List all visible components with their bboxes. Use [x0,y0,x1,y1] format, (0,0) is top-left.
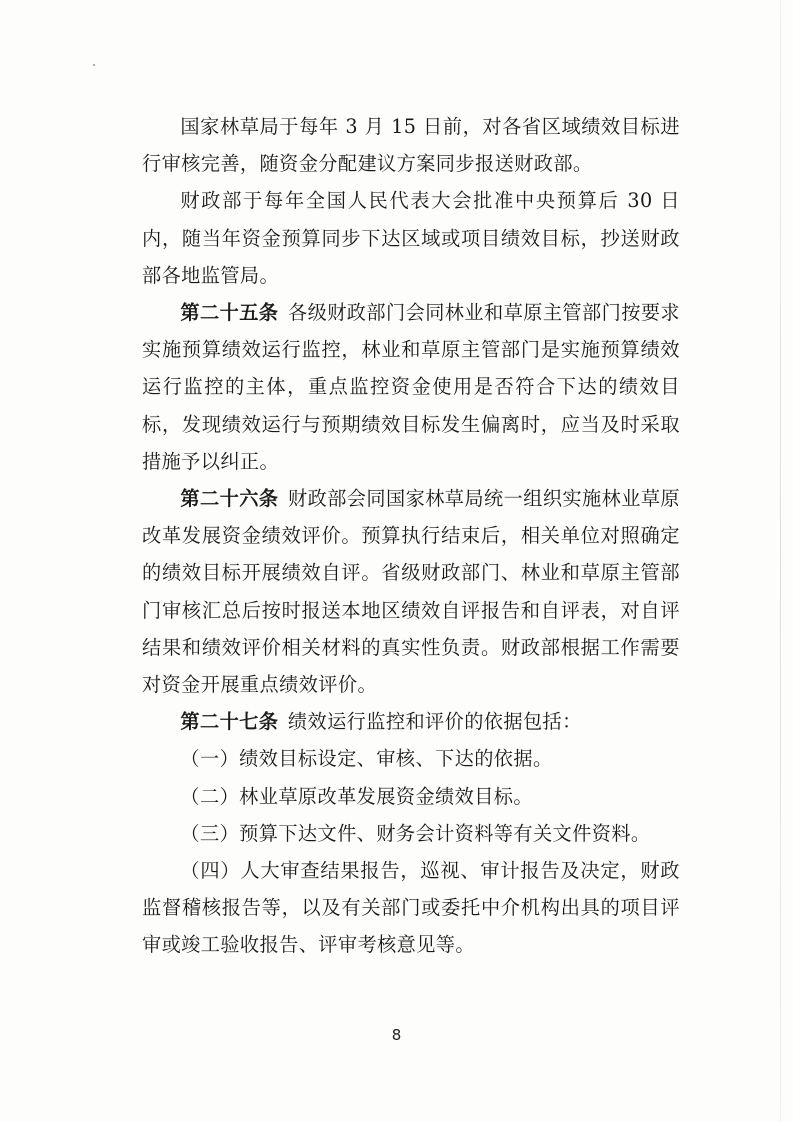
list-item: （二）林业草原改革发展资金绩效目标。 [180,784,533,808]
list-item: （四）人大审查结果报告，巡视、审计报告及决定，财政监督稽核报告等，以及有关部门或委托中介机构出具的项目评审或竣工验收报告、评审考核意见等。 [142,859,680,957]
article-27-paragraph: 第二十七条 绩效运行监控和评价的依据包括： [180,710,582,734]
article-label: 第二十五条 [180,301,279,325]
page-number: 8 [391,1026,402,1044]
scan-edge-shadow [780,0,781,1122]
list-item: （三）预算下达文件、财务会计资料等有关文件资料。 [180,821,651,845]
scan-speck [93,64,95,66]
paragraph: 财政部于每年全国人民代表大会批准中央预算后 30 日内，随当年资金预算同步下达区域或项目绩效目标，抄送财政部各地监管局。 [142,189,680,287]
article-26-paragraph: 第二十六条 财政部会同国家林草局统一组织实施林业草原改革发展资金绩效评价。预算执行结束后，相关单位对照确定的绩效目标开展绩效自评。省级财政部门、林业和草原主管部门审核汇总后按时报送本地区绩效自评报告和自评表，对自评结果和绩效评价相关材料的真实性负责。财政部根据工作需要对资金开展重点绩效评价。 [142,487,681,697]
article-25-paragraph: 第二十五条 各级财政部门会同林业和草原主管部门按要求实施预算绩效运行监控，林业和草原主管部门是实施预算绩效运行监控的主体，重点监控资金使用是否符合下达的绩效目标，发现绩效运行与预期绩效目标发生偏离时，应当及时采取措施予以纠正。 [142,301,681,473]
article-label: 第二十七条 [180,710,279,734]
article-label: 第二十六条 [180,487,279,511]
document-body [142,108,680,964]
list-item: （一）绩效目标设定、审核、下达的依据。 [180,747,553,771]
paragraph: 国家林草局于每年 3 月 15 日前，对各省区域绩效目标进行审核完善，随资金分配建议方案同步报送财政部。 [142,115,680,176]
